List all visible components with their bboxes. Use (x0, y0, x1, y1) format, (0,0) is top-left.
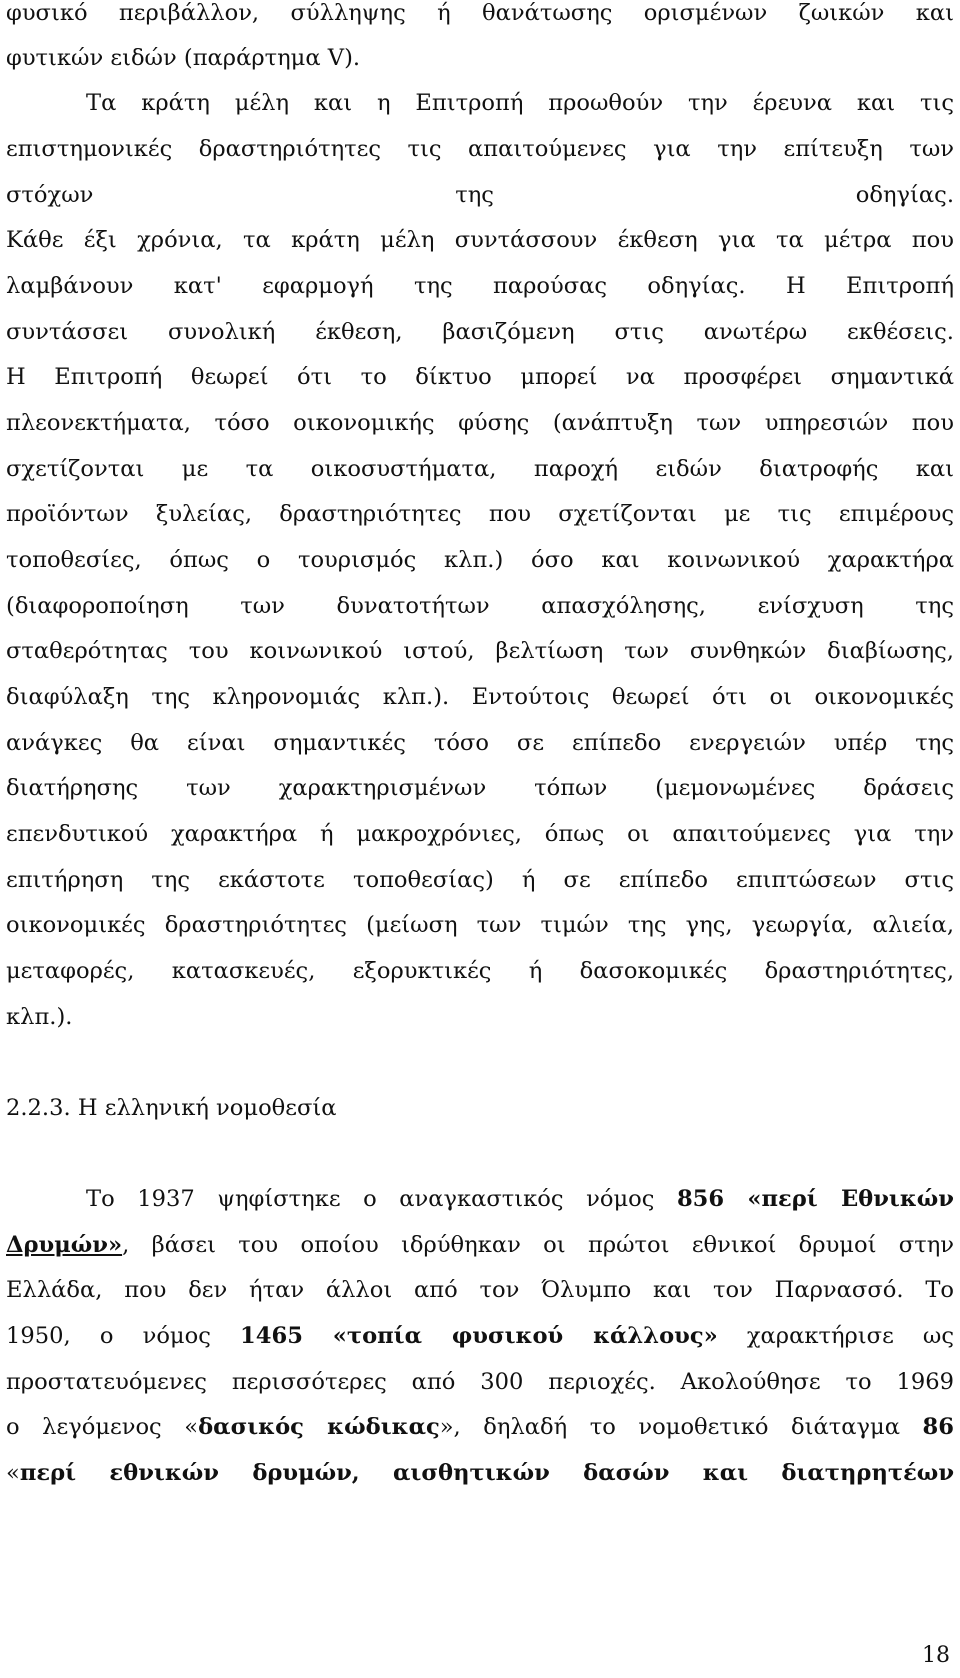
text-line: διαφύλαξη της κληρονομιάς κλπ.). Εντούτοις θεωρεί ότι οι οικονομικές (6, 684, 954, 710)
text-line (6, 1450, 954, 1497)
text-line (6, 1404, 954, 1451)
bold-text-run: 856 «περί Εθνικών (676, 1186, 954, 1212)
text-line (86, 1176, 954, 1223)
text-line: επιστημονικές δραστηριότητες τις απαιτούμενες για την επίτευξη των (6, 136, 954, 162)
text-line (6, 1222, 954, 1269)
text-run: 1950, ο νόμος (6, 1323, 241, 1349)
text-line: ανάγκες θα είναι σημαντικές τόσο σε επίπεδο ενεργειών υπέρ της (6, 730, 954, 756)
page-number: 18 (922, 1643, 950, 1668)
text-line: προϊόντων ξυλείας, δραστηριότητες που σχετίζονται με τις επιμέρους (6, 501, 954, 527)
text-line (6, 1313, 954, 1360)
text-run: « (6, 1460, 20, 1486)
text-line: επενδυτικού χαρακτήρα ή μακροχρόνιες, όπως οι απαιτούμενες για την (6, 821, 954, 847)
text-run: », δηλαδή το νομοθετικό διάταγμα (439, 1414, 923, 1440)
text-line: (διαφοροποίηση των δυνατοτήτων απασχόλησης, ενίσχυση της (6, 593, 954, 619)
text-line: πλεονεκτήματα, τόσο οικονομικής φύσης (ανάπτυξη των υπηρεσιών που (6, 410, 954, 436)
text-run: Το 1937 ψηφίστηκε ο αναγκαστικός νόμος (86, 1186, 677, 1212)
text-line: συντάσσει συνολική έκθεση, βασιζόμενη στις ανωτέρω εκθέσεις. (6, 319, 954, 345)
bold-text-run: 1465 «τοπία φυσικού κάλλους» (240, 1323, 718, 1349)
text-line: φυσικό περιβάλλον, σύλληψης ή θανάτωσης ορισμένων ζωικών και (6, 0, 954, 26)
text-run: , βάσει του οποίου ιδρύθηκαν οι πρώτοι εθνικοί δρυμοί στην (122, 1232, 954, 1258)
text-run: ο λεγόμενος « (6, 1414, 199, 1440)
text-line: φυτικών ειδών (παράρτημα V). (6, 45, 361, 71)
bold-text-run: 86 (922, 1414, 954, 1440)
text-line: οικονομικές δραστηριότητες (μείωση των τιμών της γης, γεωργία, αλιεία, (6, 912, 954, 938)
text-run: χαρακτήρισε ως (717, 1323, 955, 1349)
bold-text-run: Δρυμών» (6, 1232, 123, 1258)
text-line: επιτήρηση της εκάστοτε τοποθεσίας) ή σε επίπεδο επιπτώσεων στις (6, 867, 954, 893)
text-line: λαμβάνουν κατ' εφαρμογή της παρούσας οδηγίας. Η Επιτροπή (6, 273, 954, 299)
text-line: Η Επιτροπή θεωρεί ότι το δίκτυο μπορεί να προσφέρει σημαντικά (6, 364, 954, 390)
bold-text-run: δασικός κώδικας (198, 1414, 440, 1440)
text-line: τοποθεσίες, όπως ο τουρισμός κλπ.) όσο και κοινωνικού χαρακτήρα (6, 547, 954, 573)
text-line: κλπ.). (6, 1004, 73, 1030)
text-line: στόχων της οδηγίας. (6, 182, 954, 208)
text-line: σταθερότητας του κοινωνικού ιστού, βελτίωση των συνθηκών διαβίωσης, (6, 638, 954, 664)
text-line: διατήρησης των χαρακτηρισμένων τόπων (μεμονωμένες δράσεις (6, 775, 954, 801)
section-heading: 2.2.3. Η ελληνική νομοθεσία (6, 1095, 337, 1121)
text-line: προστατευόμενες περισσότερες από 300 περιοχές. Ακολούθησε το 1969 (6, 1369, 954, 1395)
text-line: σχετίζονται με τα οικοσυστήματα, παροχή ειδών διατροφής και (6, 456, 954, 482)
text-line: Τα κράτη μέλη και η Επιτροπή προωθούν την έρευνα και τις (86, 90, 954, 116)
bold-text-run: περί εθνικών δρυμών, αισθητικών δασών και διατηρητέων (19, 1460, 954, 1486)
text-line: μεταφορές, κατασκευές, εξορυκτικές ή δασοκομικές δραστηριότητες, (6, 958, 954, 984)
text-line: Ελλάδα, που δεν ήταν άλλοι από τον Όλυμπο και τον Παρνασσό. Το (6, 1277, 954, 1303)
text-line: Κάθε έξι χρόνια, τα κράτη μέλη συντάσσουν έκθεση για τα μέτρα που (6, 227, 954, 253)
